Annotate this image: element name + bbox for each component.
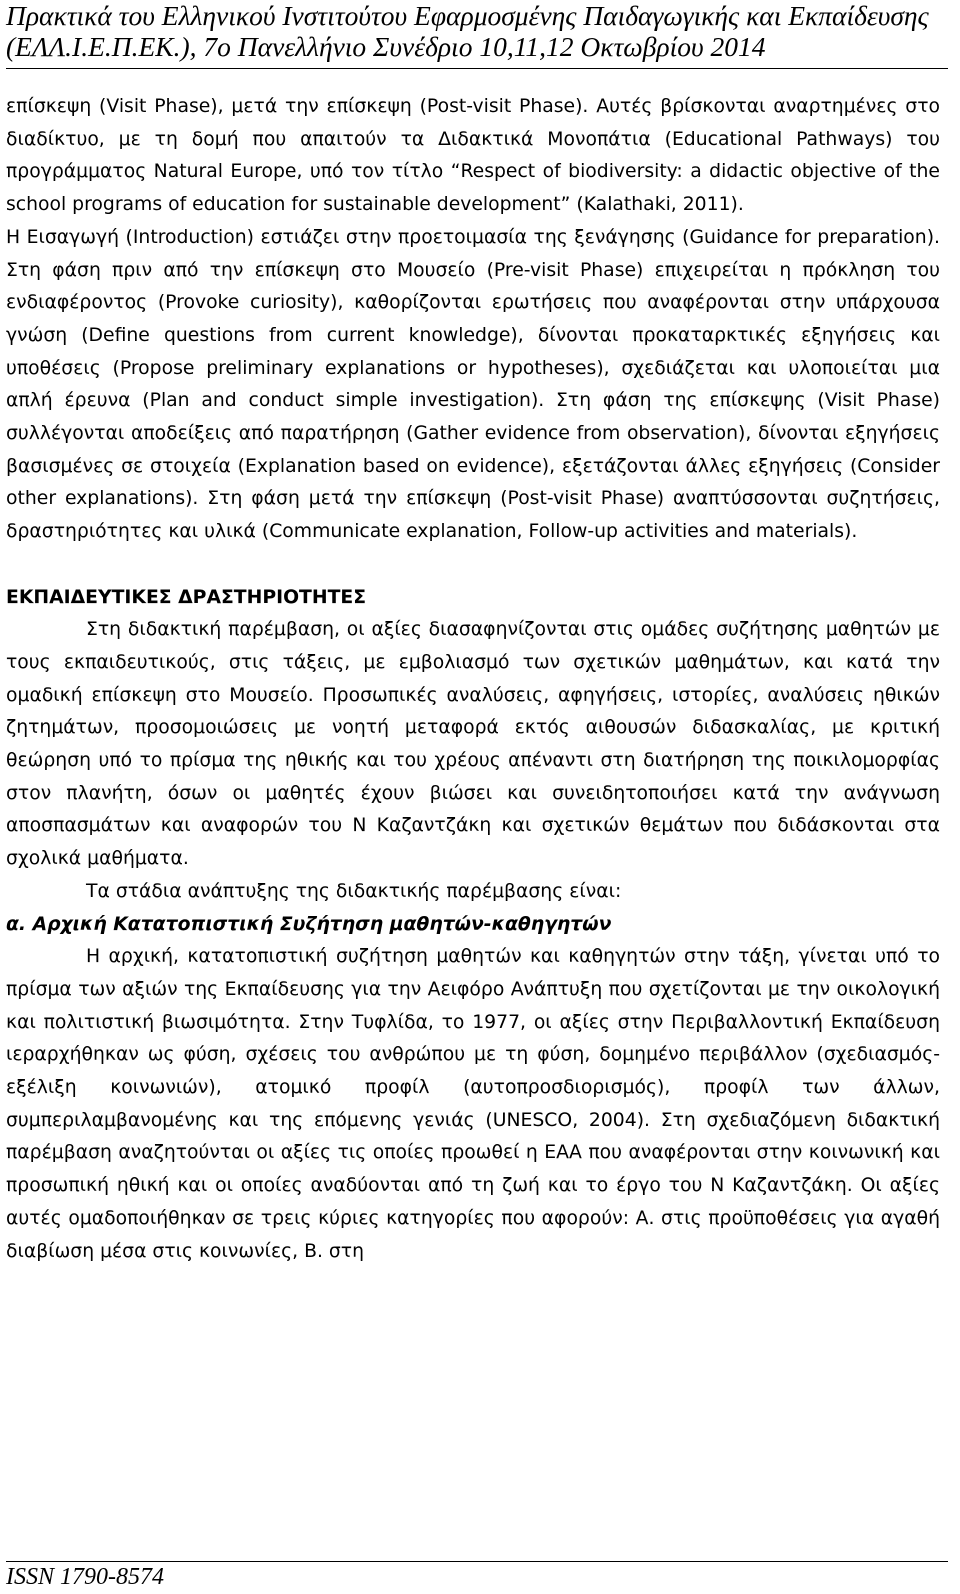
header-divider (6, 68, 948, 69)
issn-footer: ISSN 1790-8574 (6, 1564, 164, 1590)
paragraph-intervention: Στη διδακτική παρέμβαση, οι αξίες διασαφηνίζονται στις ομάδες συζήτησης μαθητών με τους εκπαιδευτικούς, στις τάξεις, με εμβολιασμό των σχετικών μαθημάτων, και κατά την ομαδική επίσκεψη στο Μουσείο. Προσωπικές αναλύσεις, αφηγήσεις, ιστορίες, αναλύσεις ηθικών ζητημάτων, προσομοιώσεις με νοητή μεταφορά εκτός αιθουσών διδασκαλίας, με κριτική θεώρηση υπό το πρίσμα της ηθικής και του χρέους απέναντι στη διατήρηση της ποικιλομορφίας στον πλανήτη, όσων οι μαθητές έχουν βιώσει και συνειδητοποιήσει κατά την ανάγνωση αποσπασμάτων και αναφορών του Ν Καζαντζάκη και σχετικών θεμάτων που διδάσκονται στα σχολικά μαθήματα. (6, 619, 940, 870)
paragraph-discussion: Η αρχική, κατατοπιστική συζήτηση μαθητών και καθηγητών στην τάξη, γίνεται υπό το πρίσμα των αξιών της Εκπαίδευσης για την Αειφόρο Ανάπτυξη που σχετίζονται με την οικολογική και πολιτιστική βιωσιμότητα. Στην Τυφλίδα, το 1977, οι αξίες στην Περιβαλλοντική Εκπαίδευση ιεραρχήθηκαν ως φύση, σχέσεις του ανθρώπου με τη φύση, δομημένο περιβάλλον (σχεδιασμός-εξέλιξη κοινωνιών), ατομικό προφίλ (αυτοπροσδιορισμός), προφίλ των άλλων, συμπεριλαμβανομένης και της επόμενης γενιάς (UNESCO, 2004). Στη σχεδιαζόμενη διδακτική παρέμβαση αναζητούνται οι αξίες τις οποίες προωθεί η ΕΑΑ που αναφέρονται στην κοινωνική και προσωπική ηθική και οι οποίες αναδύονται από τη ζωή και το έργο του Ν Καζαντζάκη. Οι αξίες αυτές ομαδοποιήθηκαν σε τρεις κύριες κατηγορίες που αφορούν: Α. στις προϋποθέσεις για αγαθή διαβίωση μέσα στις κοινωνίες, Β. στη (6, 946, 940, 1262)
paragraph-stages: Τα στάδια ανάπτυξης της διδακτικής παρέμβασης είναι: (86, 880, 622, 902)
header-line-2: (ΕΛΛ.Ι.Ε.Π.ΕΚ.), 7ο Πανελλήνιο Συνέδριο 10,11,12 Οκτωβρίου 2014 (6, 31, 766, 62)
paragraph-phases: Η Εισαγωγή (Introduction) εστιάζει στην προετοιμασία της ξενάγησης (Guidance for preparation). Στη φάση πριν από την επίσκεψη στο Μουσείο (Pre-visit Phase) επιχειρείται η πρόκληση του ενδιαφέροντος (Provoke curiosity), καθορίζονται ερωτήσεις που αναφέρονται στην υπάρχουσα γνώση (Define questions from current knowledge), δίνονται προκαταρκτικές εξηγήσεις και υποθέσεις (Propose preliminary explanations or hypotheses), σχεδιάζεται και υλοποιείται μια απλή έρευνα (Plan and conduct simple investigation). Στη φάση της επίσκεψης (Visit Phase) συλλέγονται αποδείξεις από παρατήρηση (Gather evidence from observation), δίνονται εξηγήσεις βασισμένες σε στοιχεία (Explanation based on evidence), εξετάζονται άλλες εξηγήσεις (Consider other explanations). Στη φάση μετά την επίσκεψη (Post-visit Phase) αναπτύσσονται συζητήσεις, δραστηριότητες και υλικά (Communicate explanation, Follow-up activities and materials). (6, 226, 940, 543)
paragraph-pathways: επίσκεψη (Visit Phase), μετά την επίσκεψη (Post-visit Phase). Αυτές βρίσκονται αναρτημένες στο διαδίκτυο, με τη δομή που απαιτούν τα Διδακτικά Μονοπάτια (Educational Pathways) του προγράμματος Natural Europe, υπό τον τίτλο “Respect of biodiversity: a didactic objective of the school programs of education for sustainable development” (Kalathaki, 2011). (6, 96, 940, 216)
running-header (6, 0, 956, 62)
header-line-1: Πρακτικά του Ελληνικού Ινστιτούτου Εφαρμοσμένης Παιδαγωγικής και Εκπαίδευσης (6, 0, 929, 31)
paragraph-spacer (6, 549, 940, 582)
section-heading: ΕΚΠΑΙΔΕΥΤΙΚΕΣ ΔΡΑΣΤΗΡΙΟΤΗΤΕΣ (6, 586, 367, 608)
page-body (6, 91, 940, 1268)
subsection-heading: α. Αρχική Κατατοπιστική Συζήτηση μαθητών-καθηγητών (6, 913, 612, 935)
footer-divider (6, 1561, 948, 1562)
